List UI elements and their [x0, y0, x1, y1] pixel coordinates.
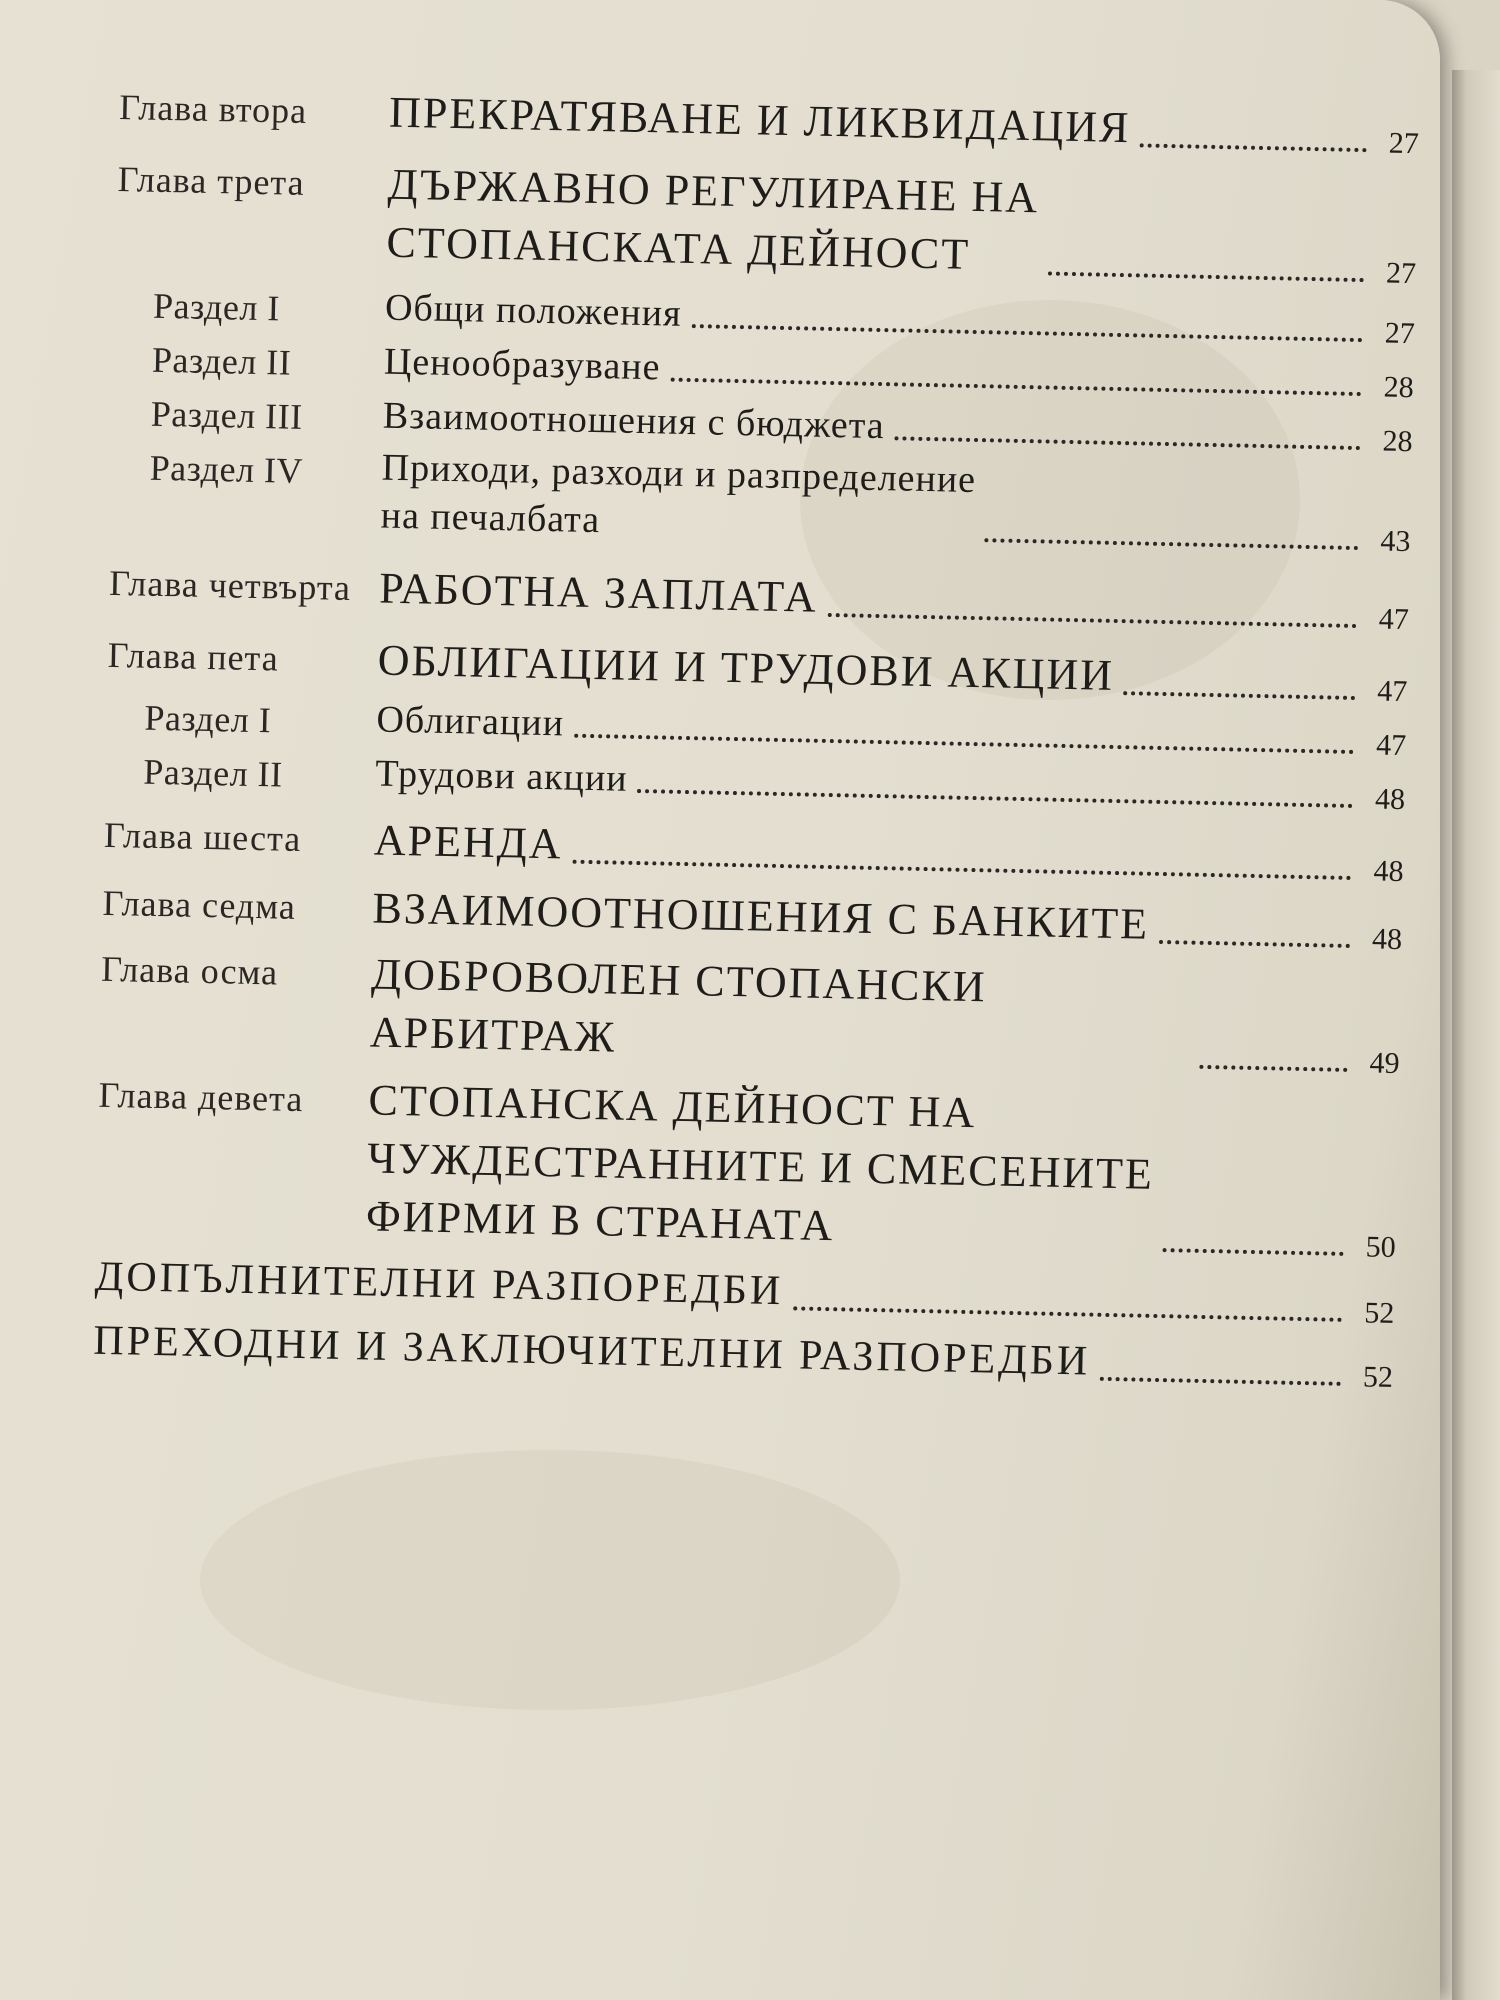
toc-entry-title: ОБЛИГАЦИИ И ТРУДОВИ АКЦИИ — [377, 635, 1115, 700]
toc-page-number: 47 — [1376, 674, 1408, 709]
toc-page-number: 43 — [1380, 524, 1411, 559]
toc-page-number: 52 — [1363, 1296, 1395, 1330]
toc-entry-title: ВЗАИМООТНОШЕНИЯ С БАНКИТЕ — [372, 883, 1150, 949]
toc-page-number: 48 — [1373, 854, 1404, 889]
dot-leader — [827, 613, 1356, 628]
dot-leader — [670, 378, 1361, 396]
toc-section-label: Раздел IV — [149, 447, 304, 491]
toc-section-label: Раздел III — [150, 393, 304, 437]
toc-entry-title: Трудови акции — [374, 752, 629, 800]
toc-chapter-label: Глава втора — [118, 86, 308, 131]
toc-entry-title: СТОПАНСКА ДЕЙНОСТ НА ЧУЖДЕСТРАННИТЕ И СМЕСЕНИТЕ ФИРМИ В СТРАНАТА — [365, 1075, 1155, 1251]
dot-leader — [1124, 691, 1356, 700]
toc-entry-content — [389, 84, 1420, 164]
toc-page-number: 48 — [1374, 782, 1406, 817]
toc-entry-title: Общи положения — [384, 286, 682, 335]
dot-leader — [637, 789, 1353, 808]
toc-entry-title: Ценообразуване — [383, 340, 661, 389]
toc-page-number: 27 — [1388, 126, 1420, 161]
toc-page-number: 28 — [1382, 424, 1413, 459]
toc-page-number: 48 — [1371, 922, 1403, 957]
toc-entry — [99, 940, 1401, 1083]
toc-page-number: 28 — [1383, 370, 1415, 405]
dot-leader — [1100, 1377, 1341, 1386]
toc-page-number: 52 — [1362, 1360, 1394, 1394]
paper-stain — [200, 1450, 900, 1710]
dot-leader — [1162, 1248, 1343, 1256]
toc-entry-title: Облигации — [376, 698, 565, 745]
toc-entry-title: Приходи, разходи и разпределение на печалбата — [380, 446, 977, 542]
toc-entry-content — [372, 879, 1403, 959]
dot-leader — [1140, 143, 1367, 152]
toc-entry — [119, 78, 1420, 163]
toc-entry — [116, 150, 1418, 293]
toc-entry-content — [379, 560, 1410, 640]
toc-entry-content — [369, 945, 1401, 1083]
toc-chapter-label: Глава осма — [100, 948, 279, 993]
toc-entry-content — [373, 811, 1404, 891]
dot-leader — [1159, 940, 1350, 948]
toc-entry-title: ПРЕХОДНИ И ЗАКЛЮЧИТЕЛНИ РАЗПОРЕДБИ — [92, 1317, 1091, 1385]
toc-page-number: 27 — [1384, 316, 1416, 351]
toc-chapter-label: Глава пета — [107, 634, 280, 679]
dot-leader — [1047, 271, 1363, 282]
table-of-contents — [93, 72, 1420, 1397]
dot-leader — [793, 1306, 1342, 1322]
toc-chapter-label: Глава четвърта — [108, 562, 352, 608]
toc-page-number: 49 — [1369, 1046, 1400, 1081]
toc-entry-content — [380, 444, 1412, 562]
dot-leader — [1199, 1065, 1347, 1072]
toc-chapter-label: Глава седма — [102, 882, 297, 927]
toc-entries — [96, 78, 1420, 1267]
toc-entry-title: ДОБРОВОЛЕН СТОПАНСКИ АРБИТРАЖ — [369, 949, 988, 1062]
toc-section-label: Раздел II — [151, 339, 292, 383]
dot-leader — [691, 324, 1362, 342]
toc-section-label: Раздел II — [142, 751, 284, 795]
next-page-edge — [1452, 70, 1500, 2000]
toc-chapter-label: Глава шеста — [103, 814, 302, 859]
toc-page-number: 47 — [1375, 728, 1407, 763]
dot-leader — [572, 860, 1351, 880]
dot-leader — [574, 734, 1354, 754]
toc-section-label: Раздел I — [144, 697, 272, 741]
toc-entry — [109, 554, 1410, 639]
dot-leader — [985, 538, 1359, 550]
toc-entry-title: Взаимоотношения с бюджета — [382, 394, 886, 448]
toc-entry-title: РАБОТНА ЗАПЛАТА — [378, 563, 819, 622]
toc-page-number: 47 — [1378, 602, 1410, 637]
toc-section-label: Раздел I — [152, 285, 281, 329]
toc-entry-title: ДЪРЖАВНО РЕГУЛИРАНЕ НА СТОПАНСКАТА ДЕЙНОСТ — [385, 159, 1040, 279]
toc-entry-title: АРЕНДА — [373, 815, 564, 869]
toc-page-number: 27 — [1385, 256, 1417, 291]
toc-chapter-label: Глава трета — [117, 158, 305, 203]
toc-chapter-label: Глава девета — [98, 1074, 304, 1120]
toc-entry — [96, 1066, 1399, 1267]
toc-page-number: 50 — [1365, 1230, 1397, 1264]
toc-entry-content — [365, 1071, 1398, 1267]
toc-entry-title: ПРЕКРАТЯВАНЕ И ЛИКВИДАЦИЯ — [388, 87, 1131, 153]
toc-footer-entries — [93, 1248, 1395, 1397]
toc-entry-title: ДОПЪЛНИТЕЛНИ РАЗПОРЕДБИ — [94, 1253, 784, 1315]
toc-entry-content — [386, 156, 1418, 294]
dot-leader — [894, 436, 1360, 450]
